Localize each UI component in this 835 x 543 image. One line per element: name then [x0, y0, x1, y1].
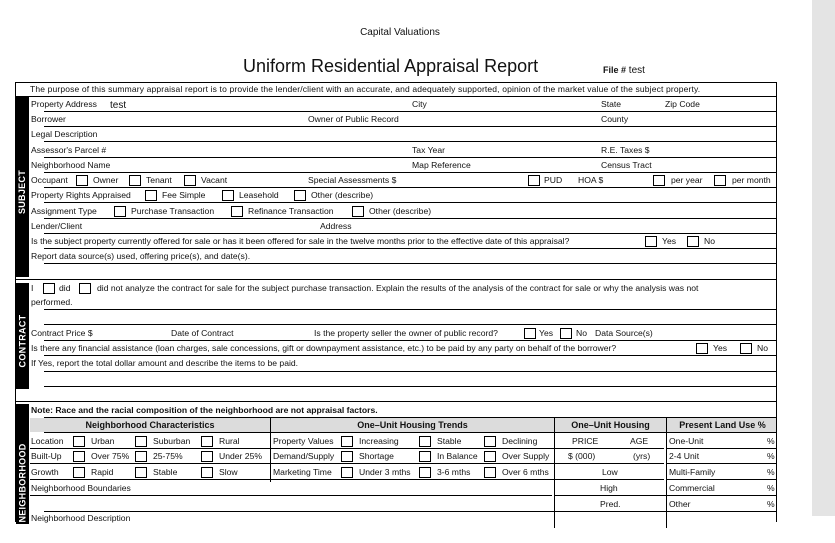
company-name: Capital Valuations [360, 27, 440, 38]
property-address-value[interactable]: test [110, 100, 127, 111]
divider [666, 479, 776, 480]
purpose-statement: The purpose of this summary appraisal report is to provide the lender/client with an accurate, and adequately supported, opinion of the market value of the subject property. [30, 84, 701, 94]
demand-supply-label: Demand/Supply [273, 451, 335, 461]
under-3-mths-label: Under 3 mths [359, 467, 411, 477]
under-25-label: Under 25% [219, 451, 262, 461]
did-not-analyze-text: did not analyze the contract for sale for the subject purchase transaction. Explain the results of the analysis of the contract for sale or why the analysis was not [97, 283, 699, 293]
stable-values-checkbox[interactable] [419, 436, 431, 447]
stable-growth-label: Stable [153, 467, 178, 477]
pct-25-75-checkbox[interactable] [135, 451, 147, 462]
divider [30, 495, 552, 496]
two-four-unit-land-use: 2-4 Unit [669, 451, 700, 461]
offered-for-sale-question: Is the subject property currently offered for sale or has it been offered for sale in the twelve months prior to the effective date of this appraisal? [31, 236, 570, 246]
three-six-mths-label: 3-6 mths [437, 467, 471, 477]
leasehold-checkbox[interactable] [222, 190, 234, 201]
per-year-label: per year [671, 175, 703, 185]
marketing-time-label: Marketing Time [273, 467, 332, 477]
growth-label: Growth [31, 467, 59, 477]
did-checkbox[interactable] [43, 283, 55, 294]
fee-simple-checkbox[interactable] [145, 190, 157, 201]
pred-label: Pred. [600, 499, 621, 509]
neighborhood-name-label: Neighborhood Name [31, 160, 111, 170]
borrower-label: Borrower [31, 114, 66, 124]
subject-section-label: SUBJECT [17, 169, 28, 215]
slow-label: Slow [219, 467, 238, 477]
assistance-no-checkbox[interactable] [740, 343, 752, 354]
state-label: State [601, 99, 622, 109]
price-header: PRICE [572, 436, 599, 446]
divider [30, 448, 664, 449]
rights-appraised-label: Property Rights Appraised [31, 190, 131, 200]
divider [44, 248, 776, 249]
window-scroll-gutter [812, 0, 835, 516]
pud-label: PUD [544, 175, 563, 185]
divider [44, 511, 776, 512]
tax-year-label: Tax Year [412, 145, 445, 155]
lender-address-label: Address [320, 221, 352, 231]
one-unit-housing-header: One–Unit Housing [571, 420, 650, 430]
over-75-label: Over 75% [91, 451, 130, 461]
increasing-checkbox[interactable] [341, 436, 353, 447]
divider [44, 386, 776, 387]
vacant-checkbox[interactable] [184, 175, 196, 186]
assignment-type-label: Assignment Type [31, 206, 97, 216]
divider [44, 324, 776, 325]
other-assignment-label: Other (describe) [369, 206, 432, 216]
file-number-label: File # [603, 65, 627, 75]
divider [16, 279, 776, 280]
low-label: Low [602, 467, 618, 477]
did-label: did [59, 283, 71, 293]
purchase-transaction-label: Purchase Transaction [131, 206, 215, 216]
owner-public-record-label: Owner of Public Record [308, 114, 399, 124]
percent-sign: % [767, 436, 775, 446]
over-6-mths-checkbox[interactable] [484, 467, 496, 478]
county-label: County [601, 114, 629, 124]
report-title: Uniform Residential Appraisal Report [243, 56, 539, 76]
contract-i-label: I [31, 283, 34, 293]
age-unit: (yrs) [633, 451, 651, 461]
pct-25-75-label: 25-75% [153, 451, 183, 461]
file-number-value[interactable]: test [628, 65, 645, 76]
over-supply-checkbox[interactable] [484, 451, 496, 462]
land-use-header: Present Land Use % [679, 420, 766, 430]
under-3-mths-checkbox[interactable] [341, 467, 353, 478]
slow-checkbox[interactable] [201, 467, 213, 478]
fee-simple-label: Fee Simple [162, 190, 206, 200]
performed-text: performed. [31, 297, 73, 307]
assessors-parcel-label: Assessor's Parcel # [31, 145, 107, 155]
rural-label: Rural [219, 436, 240, 446]
rural-checkbox[interactable] [201, 436, 213, 447]
stable-growth-checkbox[interactable] [135, 467, 147, 478]
re-taxes-label: R.E. Taxes $ [601, 145, 650, 155]
over-75-checkbox[interactable] [73, 451, 85, 462]
refinance-transaction-label: Refinance Transaction [248, 206, 334, 216]
zip-label: Zip Code [665, 99, 700, 109]
seller-owner-yes-checkbox[interactable] [524, 328, 536, 339]
rapid-label: Rapid [91, 467, 114, 477]
occupant-label: Occupant [31, 175, 68, 185]
over-6-mths-label: Over 6 mths [502, 467, 549, 477]
in-balance-checkbox[interactable] [419, 451, 431, 462]
report-data-sources-label: Report data source(s) used, offering price(s), and date(s). [31, 251, 251, 261]
divider [666, 448, 776, 449]
owner-checkbox[interactable] [76, 175, 88, 186]
divider [30, 463, 664, 464]
divider [44, 141, 776, 142]
declining-label: Declining [502, 436, 538, 446]
divider [44, 157, 776, 158]
other-rights-checkbox[interactable] [294, 190, 306, 201]
characteristics-header: Neighborhood Characteristics [85, 420, 215, 430]
seller-owner-question: Is the property seller the owner of public record? [314, 328, 498, 338]
neighborhood-boundaries-label: Neighborhood Boundaries [31, 483, 131, 493]
one-unit-land-use: One-Unit [669, 436, 704, 446]
neighborhood-section-label: NEIGHBORHOOD [17, 443, 28, 523]
offered-yes-checkbox[interactable] [645, 236, 657, 247]
high-label: High [600, 483, 618, 493]
divider [666, 463, 776, 464]
per-month-label: per month [732, 175, 771, 185]
assistance-no-label: No [757, 343, 768, 353]
offered-yes-label: Yes [662, 236, 677, 246]
seller-owner-yes-label: Yes [539, 328, 554, 338]
divider [44, 263, 776, 264]
divider [44, 172, 776, 173]
three-six-mths-checkbox[interactable] [419, 467, 431, 478]
data-sources-label: Data Source(s) [595, 328, 653, 338]
shortage-label: Shortage [359, 451, 394, 461]
race-note: Note: Race and the racial composition of the neighborhood are not appraisal factors. [31, 405, 378, 415]
divider [44, 233, 776, 234]
seller-owner-no-label: No [576, 328, 587, 338]
divider [44, 218, 776, 219]
increasing-label: Increasing [359, 436, 399, 446]
property-address-label: Property Address [31, 99, 97, 109]
in-balance-label: In Balance [437, 451, 478, 461]
city-label: City [412, 99, 427, 109]
percent-sign: % [767, 483, 775, 493]
percent-sign: % [767, 499, 775, 509]
purchase-transaction-checkbox[interactable] [114, 206, 126, 217]
divider [44, 340, 776, 341]
suburban-label: Suburban [153, 436, 191, 446]
legal-description-label: Legal Description [31, 129, 98, 139]
if-yes-instruction: If Yes, report the total dollar amount and describe the items to be paid. [31, 358, 299, 368]
assistance-yes-label: Yes [713, 343, 728, 353]
divider [44, 355, 776, 356]
price-unit: $ (000) [568, 451, 596, 461]
per-year-checkbox[interactable] [653, 175, 665, 186]
owner-label: Owner [93, 175, 119, 185]
over-supply-label: Over Supply [502, 451, 550, 461]
offered-no-label: No [704, 236, 715, 246]
urban-checkbox[interactable] [73, 436, 85, 447]
divider [30, 479, 664, 480]
neighborhood-description-label: Neighborhood Description [31, 513, 131, 523]
other-land-use: Other [669, 499, 691, 509]
file-number [603, 65, 645, 76]
refinance-transaction-checkbox[interactable] [231, 206, 243, 217]
declining-checkbox[interactable] [484, 436, 496, 447]
leasehold-label: Leasehold [239, 190, 279, 200]
divider [44, 111, 776, 112]
map-reference-label: Map Reference [412, 160, 471, 170]
percent-sign: % [767, 467, 775, 477]
date-of-contract-label: Date of Contract [171, 328, 234, 338]
special-assessments-label: Special Assessments $ [308, 175, 397, 185]
per-month-checkbox[interactable] [714, 175, 726, 186]
did-not-checkbox[interactable] [79, 283, 91, 294]
vacant-label: Vacant [201, 175, 228, 185]
divider [44, 202, 776, 203]
divider [554, 495, 776, 496]
divider [44, 371, 776, 372]
property-values-label: Property Values [273, 436, 334, 446]
seller-owner-no-checkbox[interactable] [560, 328, 572, 339]
other-assignment-checkbox[interactable] [352, 206, 364, 217]
column-divider [270, 418, 271, 482]
contract-section-label: CONTRACT [17, 314, 28, 368]
urban-label: Urban [91, 436, 115, 446]
divider [44, 187, 776, 188]
census-tract-label: Census Tract [601, 160, 652, 170]
divider [44, 309, 776, 310]
pud-checkbox[interactable] [528, 175, 540, 186]
divider [44, 126, 776, 127]
hoa-label: HOA $ [578, 175, 604, 185]
tenant-checkbox[interactable] [129, 175, 141, 186]
appraisal-form [15, 82, 777, 522]
suburban-checkbox[interactable] [135, 436, 147, 447]
under-25-checkbox[interactable] [201, 451, 213, 462]
commercial-land-use: Commercial [669, 483, 715, 493]
built-up-label: Built-Up [31, 451, 62, 461]
shortage-checkbox[interactable] [341, 451, 353, 462]
financial-assistance-question: Is there any financial assistance (loan charges, sale concessions, gift or downpayment assistance, etc.) to be paid by any party on behalf of the borrower? [31, 343, 617, 353]
multi-family-land-use: Multi-Family [669, 467, 716, 477]
assistance-yes-checkbox[interactable] [696, 343, 708, 354]
percent-sign: % [767, 451, 775, 461]
offered-no-checkbox[interactable] [687, 236, 699, 247]
divider [16, 96, 776, 97]
stable-values-label: Stable [437, 436, 462, 446]
contract-price-label: Contract Price $ [31, 328, 93, 338]
trends-header: One–Unit Housing Trends [357, 420, 468, 430]
age-header: AGE [630, 436, 649, 446]
other-rights-label: Other (describe) [311, 190, 374, 200]
rapid-checkbox[interactable] [73, 467, 85, 478]
divider [16, 401, 776, 402]
tenant-label: Tenant [146, 175, 172, 185]
lender-client-label: Lender/Client [31, 221, 83, 231]
location-label: Location [31, 436, 64, 446]
